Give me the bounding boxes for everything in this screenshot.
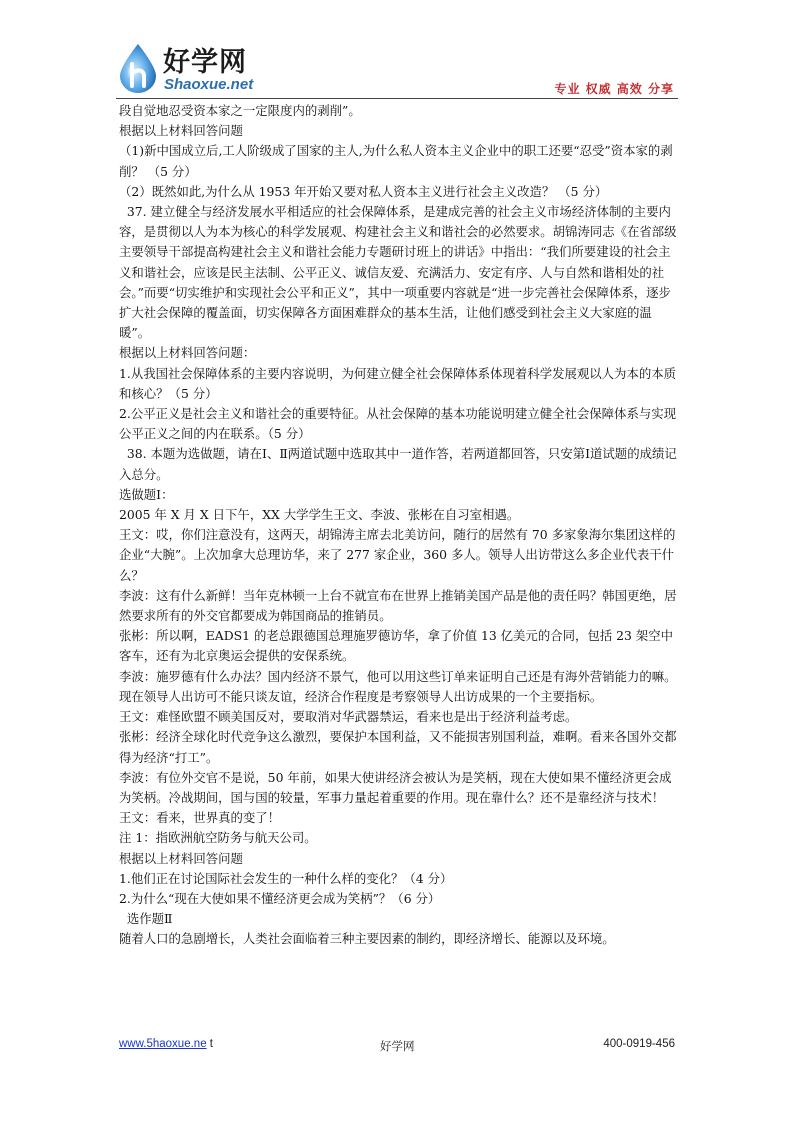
optional-question-2-heading: 选作题Ⅱ [119,911,173,927]
footer-phone: 400-0919-456 [603,1038,675,1050]
site-logo[interactable] [116,38,266,98]
dialogue-line: 王文：看来，世界真的变了！ [119,810,281,826]
optional-question-1-heading: 选做题Ⅰ： [119,486,174,502]
question-37-material: 37. 建立健全与经济发展水平相适应的社会保障体系，是建成完善的社会主义市场经济体制的主要内容，是贯彻以人为本为核心的科学发展观、构建社会主义和谐社会的必然要求。胡锦涛同志《在省部级主要领导干部提高构建社会主义和谐社会能力专题研讨班上的讲话》中指出：“我们所要建设的社会主义和谐社会，应该是民主法制、公平正义、诚信友爱、充满活力、安定有序、人与自然和谐相处的社会。”而要“切实维护和实现社会公平和正义”，其中一项重要内容就是“进一步完善社会保障体系，逐步扩大社会保障的覆盖面，切实保障各方面困难群众的基本生活，让他们感受到社会主义大家庭的温暖”。 [119,204,677,341]
footer-website [119,1038,213,1050]
question-38-intro: 38. 本题为选做题，请在Ⅰ、Ⅱ两道试题中选取其中一道作答，若两道都回答，只安第Ⅰ道试题的成绩记入总分。 [119,446,677,482]
logo-chinese-name: 好学网 [163,47,247,78]
question-1: （1)新中国成立后,工人阶级成了国家的主人,为什么私人资本主义企业中的职工还要“忍受”资本家的剥削？ （5 分） [119,143,673,179]
dialogue-line: 李波：施罗德有什么办法？国内经济不景气，他可以用这些订单来证明自己还是有海外营销能力的嘛。现在领导人出访可不能只谈友谊，经济合作程度是考察领导人出访成果的一个主要指标。 [119,668,677,704]
website-link[interactable]: www.5haoxue.ne [119,1038,207,1050]
logo-english-name: Shaoxue.net [164,76,254,93]
footer-site-name: 好学网 [380,1039,415,1053]
question-37-1: 1.从我国社会保障体系的主要内容说明，为何建立健全社会保障体系体现着科学发展观以人为本的本质和核心？（5 分） [119,365,677,401]
website-link-tail: t [206,1038,213,1050]
question-2: （2）既然如此,为什么从 1953 年开始又要对私人资本主义进行社会主义改造？ （5 分） [119,183,608,199]
question-38-2: 2.为什么“现在大使如果不懂经济更会成为笑柄”？（6 分） [119,890,441,906]
question-38-1: 1.他们正在讨论国际社会发生的一种什么样的变化？（4 分） [119,870,453,886]
text-paragraph: 段自觉地忍受资本家之一定限度内的剥削”。 [119,103,361,118]
text-paragraph: 根据以上材料回答问题 [119,123,243,139]
dialogue-line: 李波：有位外交官不是说，50 年前，如果大使讲经济会被认为是笑柄，现在大使如果不懂经济更会成为笑柄。冷战期间，国与国的较量，军事力量起着重要的作用。现在靠什么？还不是靠经济与技术！ [119,769,672,805]
page-footer [119,1038,675,1056]
dialogue-line: 李波：这有什么新鲜！当年克林顿一上台不就宣布在世界上推销美国产品是他的责任吗？韩国更绝，居然要求所有的外交官都要成为韩国商品的推销员。 [119,587,677,624]
header-divider [116,98,678,99]
footnote: 注 1：指欧洲航空防务与航天公司。 [119,830,317,846]
text-paragraph: 根据以上材料回答问题 [119,850,243,866]
water-drop-logo-icon [116,42,160,94]
dialogue-line: 王文：难怪欧盟不顾美国反对，要取消对华武器禁运，看来也是出于经济利益考虑。 [119,709,578,725]
text-paragraph: 随着人口的急剧增长，人类社会面临着三种主要因素的制约，即经济增长、能源以及环境。 [119,931,615,947]
dialogue-line: 王文：哎，你们注意没有，这两天，胡锦涛主席去北美访问，随行的居然有 70 多家象海尔集团这样的企业“大腕”。上次加拿大总理访华，来了 277 家企业，360 多人。领导人出访带这么多企业代表干什么？ [119,527,676,583]
page-header [116,38,678,98]
header-slogan: 专业 权威 高效 分享 [554,82,674,96]
dialogue-line: 2005 年 X 月 X 日下午，XX 大学学生王文、李波、张彬在自习室相遇。 [119,507,520,523]
text-paragraph: 根据以上材料回答问题： [119,345,256,361]
question-37-2: 2.公平正义是社会主义和谐社会的重要特征。从社会保障的基本功能说明建立健全社会保障体系与实现公平正义之间的内在联系。（5 分） [119,406,677,442]
dialogue-line: 张彬：经济全球化时代竞争这么激烈，要保护本国利益，又不能损害别国利益，难啊。看来各国外交都得为经济“打工”。 [119,729,677,765]
dialogue-line: 张彬：所以啊，EADS1 的老总跟德国总理施罗德访华，拿了价值 13 亿美元的合同，包括 23 架空中客车，还有为北京奥运会提供的安保系统。 [119,628,673,664]
document-body [119,101,679,950]
